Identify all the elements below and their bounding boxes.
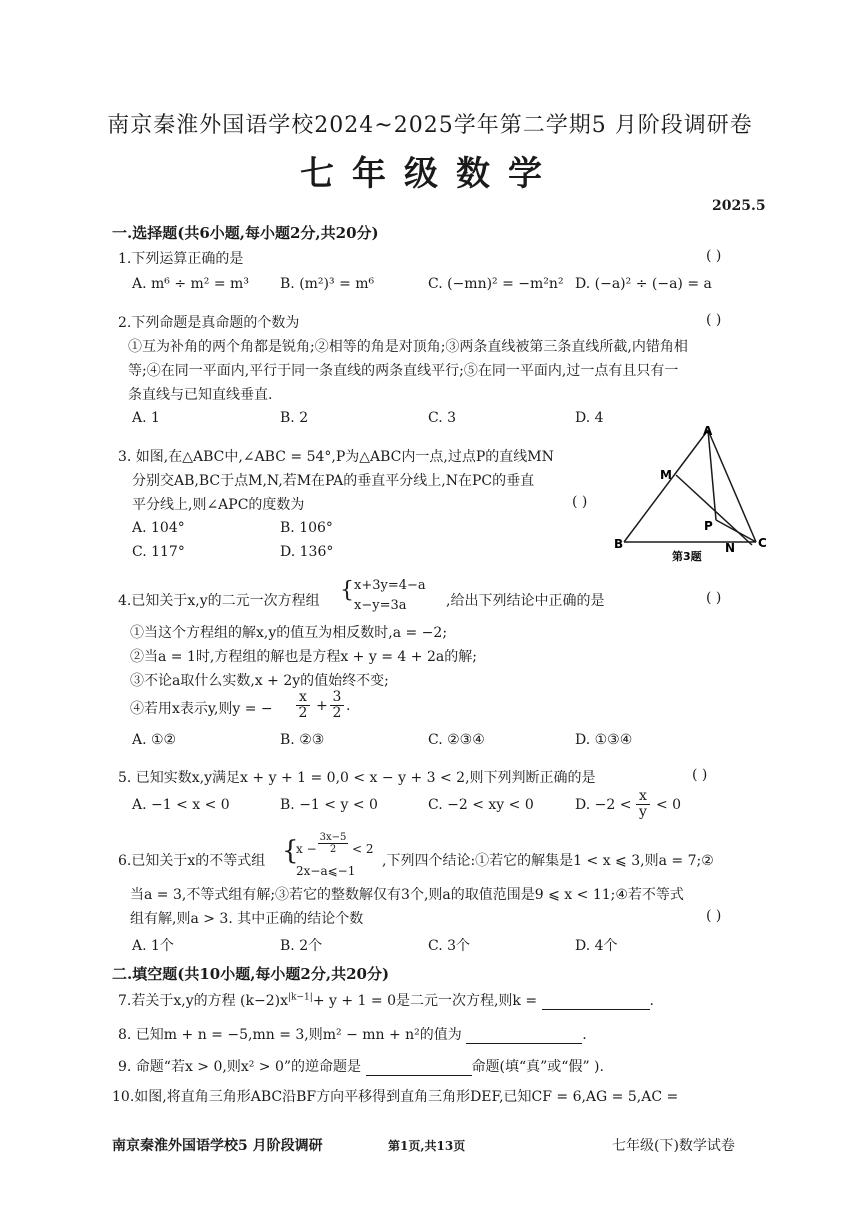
q3-answer-paren: ( ) xyxy=(572,494,588,510)
q4-conclusion: ①当这个方程组的解x,y的值互为相反数时,a = −2; xyxy=(130,625,448,641)
q9-stem: 9. 命题“若x > 0,则x² > 0”的逆命题是 命题(填“真”或“假” ). xyxy=(118,1059,604,1075)
q1-option-d: D. (−a)² ÷ (−a) = a xyxy=(575,276,712,292)
q2-line: ①互为补角的两个角都是锐角;②相等的角是对顶角;③两条直线被第三条直线所截,内错角相 xyxy=(128,339,688,355)
label-c: C xyxy=(758,536,767,550)
q2-stem: 2.下列命题是真命题的个数为 xyxy=(118,315,300,331)
q1-option-c: C. (−mn)² = −m²n² xyxy=(428,276,564,292)
q5-option-d-pre: D. −2 < xyxy=(575,797,632,813)
q4-option-d: D. ①③④ xyxy=(575,732,633,748)
segment-ab xyxy=(624,430,708,542)
label-p: P xyxy=(704,519,713,533)
q4-stem-pre: 4.已知关于x,y的二元一次方程组 xyxy=(118,593,320,609)
q6-answer-paren: ( ) xyxy=(706,908,722,924)
q2-option-a: A. 1 xyxy=(132,410,160,426)
q4-conclusion: ②当a = 1时,方程组的解也是方程x + y = 4 + 2a的解; xyxy=(130,649,477,665)
exam-date: 2025.5 xyxy=(712,198,766,214)
q4-equation-2: x−y=3a xyxy=(354,598,407,613)
subject-title: 七年级数学 xyxy=(300,154,560,194)
q4-fraction-1: x 2 xyxy=(296,690,310,721)
label-a: A xyxy=(703,424,713,438)
q4-answer-paren: ( ) xyxy=(706,590,722,606)
q7-stem: 7.若关于x,y的方程 $(k-2)x^{|k-1|}+ y + 1 = 0$是二元一次方程,则k = . xyxy=(118,992,654,1009)
q2-line: 等;④在同一平面内,平行于同一条直线的两条直线平行;⑤在同一平面内,过一点有且只有一 xyxy=(128,363,679,379)
q3-line: 分别交AB,BC于点M,N,若M在PA的垂直平分线上,N在PC的垂直 xyxy=(132,473,535,489)
q8-answer-blank[interactable] xyxy=(466,1027,582,1044)
q6-option-d: D. 4个 xyxy=(575,938,618,954)
q6-stem-post: ,下列四个结论:①若它的解集是1 < x ⩽ 3,则a = 7;② xyxy=(382,853,714,869)
q10-stem: 10.如图,将直角三角形ABC沿BF方向平移得到直角三角形DEF,已知CF = 6,AG = 5,AC = xyxy=(112,1089,679,1105)
q4-equation-1: x+3y=4−a xyxy=(354,578,426,593)
q3-line: 3. 如图,在△ABC中,∠ABC = 54°,P为△ABC内一点,过点P的直线MN xyxy=(118,449,554,465)
q1-answer-paren: ( ) xyxy=(706,248,722,264)
q3-option-c: C. 117° xyxy=(132,544,185,560)
q4-option-a: A. ①② xyxy=(132,732,177,748)
line-mn xyxy=(676,475,752,545)
q3-triangle-figure xyxy=(612,420,772,565)
q4-conclusion-4: ④若用x表示y,则y = − xyxy=(130,701,273,717)
q6-ineq2: 2x−a⩽−1 xyxy=(296,864,356,878)
q5-stem: 5. 已知实数x,y满足x + y + 1 = 0,0 < x − y + 3 < 2,则下列判断正确的是 xyxy=(118,770,596,786)
q8-stem: 8. 已知m + n = −5,mn = 3,则m² − mn + n²的值为 . xyxy=(118,1027,587,1043)
segment-ac xyxy=(708,430,756,542)
brace: { xyxy=(340,578,354,603)
q5-option-c: C. −2 < xy < 0 xyxy=(428,797,534,813)
q6-ineq1-post: < 2 xyxy=(352,842,374,856)
label-b: B xyxy=(614,537,624,551)
q5-option-d-fraction: x y xyxy=(636,789,650,820)
brace: { xyxy=(282,836,299,866)
q6-ineq1-fraction: 3x−5 2 xyxy=(319,832,347,855)
q7-answer-blank[interactable] xyxy=(542,993,650,1010)
q4-fraction-2: 3 2 xyxy=(330,690,344,721)
q6-option-b: B. 2个 xyxy=(280,938,323,954)
q2-option-b: B. 2 xyxy=(280,410,309,426)
footer-page-number: 第1页,共13页 xyxy=(388,1139,466,1153)
q4-conclusion: ③不论a取什么实数,x + 2y的值始终不变; xyxy=(130,673,389,689)
q3-option-d: D. 136° xyxy=(280,544,334,560)
q9-answer-blank[interactable] xyxy=(366,1059,472,1076)
period: . xyxy=(346,698,351,714)
q2-answer-paren: ( ) xyxy=(706,312,722,328)
q5-option-b: B. −1 < y < 0 xyxy=(280,797,378,813)
school-title: 南京秦淮外国语学校2024~2025学年第二学期5 月阶段调研卷 xyxy=(107,113,753,138)
q1-stem: 1.下列运算正确的是 xyxy=(118,251,244,267)
label-n: N xyxy=(725,541,736,555)
q6-line: 组有解,则a > 3. 其中正确的结论个数 xyxy=(130,911,364,927)
q6-stem-pre: 6.已知关于x的不等式组 xyxy=(118,853,266,869)
section2-heading: 二.填空题(共10小题,每小题2分,共20分) xyxy=(112,965,390,983)
q5-option-d-post: < 0 xyxy=(656,797,682,813)
figure-caption: 第3题 xyxy=(672,550,702,563)
q1-option-a: A. m⁶ ÷ m² = m³ xyxy=(132,276,249,292)
segment-pc xyxy=(716,520,756,542)
label-m: M xyxy=(660,468,672,482)
q4-option-b: B. ②③ xyxy=(280,732,325,748)
footer-school: 南京秦淮外国语学校5 月阶段调研 xyxy=(112,1138,323,1154)
q3-option-a: A. 104° xyxy=(132,520,185,536)
footer-paper-title: 七年级(下)数学试卷 xyxy=(612,1138,735,1154)
q5-answer-paren: ( ) xyxy=(692,767,708,783)
q1-option-b: B. (m²)³ = m⁶ xyxy=(280,276,375,292)
q4-stem-post: ,给出下列结论中正确的是 xyxy=(446,593,605,609)
q5-option-a: A. −1 < x < 0 xyxy=(132,797,230,813)
q6-option-c: C. 3个 xyxy=(428,938,471,954)
q6-line: 当a = 3,不等式组有解;③若它的整数解仅有3个,则a的取值范围是9 ⩽ x < 11;④若不等式 xyxy=(130,887,684,903)
q2-line: 条直线与已知直线垂直. xyxy=(128,387,273,403)
plus-sign: + xyxy=(316,698,328,714)
q3-line: 平分线上,则∠APC的度数为 xyxy=(132,497,305,513)
q2-option-c: C. 3 xyxy=(428,410,457,426)
q6-option-a: A. 1个 xyxy=(132,938,174,954)
q6-ineq1-pre: x − xyxy=(296,842,317,856)
q4-option-c: C. ②③④ xyxy=(428,732,485,748)
q3-option-b: B. 106° xyxy=(280,520,333,536)
q2-option-d: D. 4 xyxy=(575,410,604,426)
section1-heading: 一.选择题(共6小题,每小题2分,共20分) xyxy=(112,224,379,242)
